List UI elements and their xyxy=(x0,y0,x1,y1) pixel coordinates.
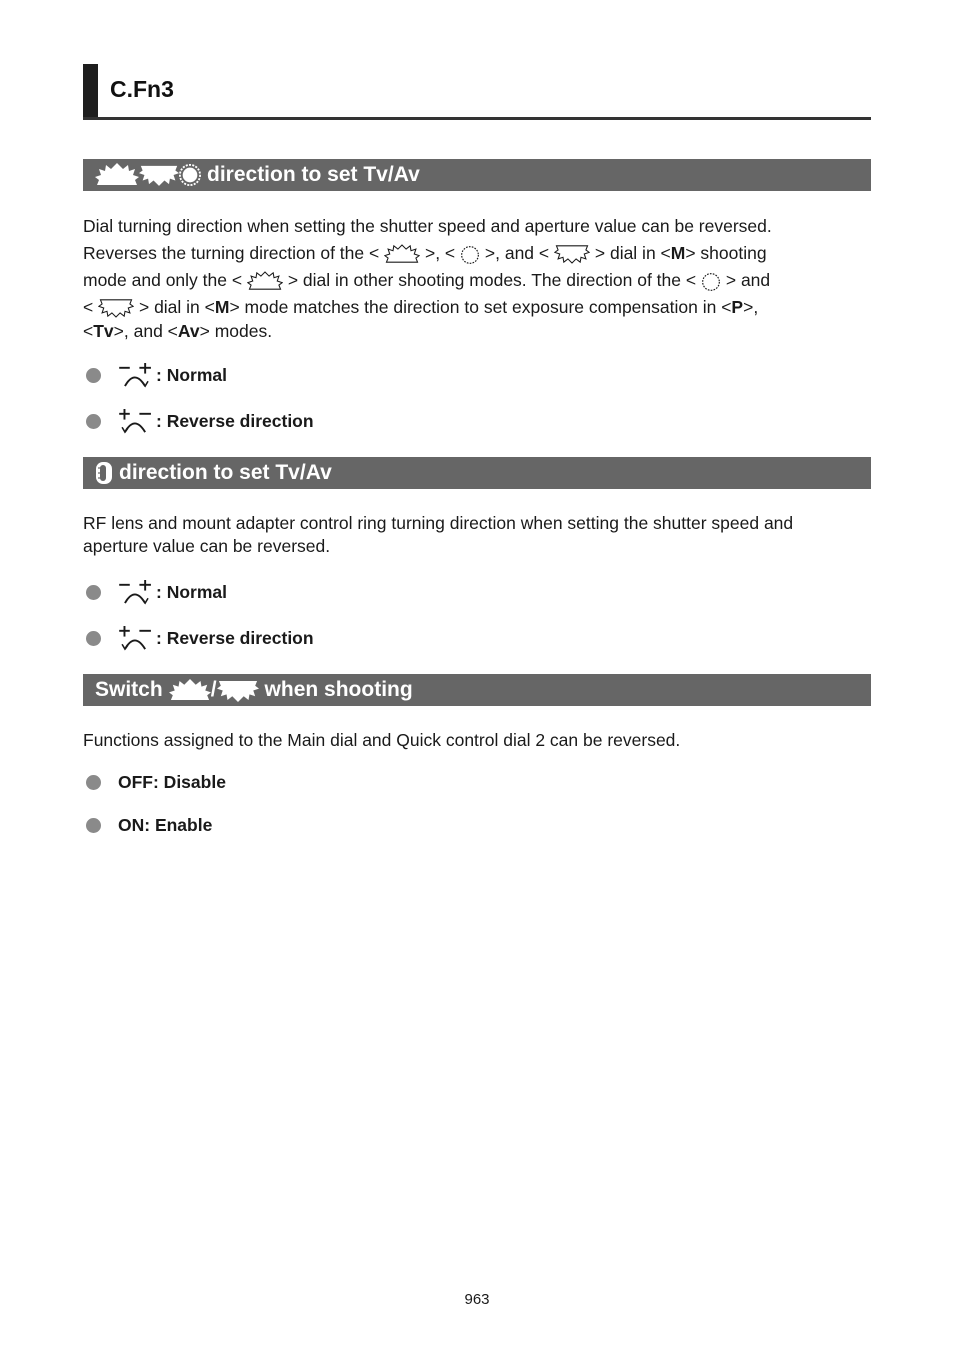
bullet-dot xyxy=(86,585,101,600)
section-heading-suffix: when shooting xyxy=(264,678,413,701)
page-title xyxy=(83,64,871,120)
option-label: : Reverse direction xyxy=(156,627,314,648)
list-item xyxy=(86,813,212,837)
description-line: < > dial in <M> mode matches the direction to set exposure compensation in <P>, xyxy=(83,297,759,317)
bullet-dot xyxy=(86,414,101,429)
section-description xyxy=(83,213,883,341)
description-line: Dial turning direction when setting the shutter speed and aperture value can be reversed. xyxy=(83,216,772,236)
list-item xyxy=(86,409,314,433)
page-title-text: C.Fn3 xyxy=(110,76,174,102)
list-item xyxy=(86,580,227,604)
bullet-dot xyxy=(86,775,101,790)
quick-control-dial-icon xyxy=(701,272,721,292)
option-label: : Reverse direction xyxy=(156,410,314,431)
section-description xyxy=(83,729,883,752)
normal-direction-icon xyxy=(118,363,155,388)
reverse-direction-icon xyxy=(118,626,155,651)
section-heading-text: direction to set Tv/Av xyxy=(207,163,420,186)
normal-direction-icon xyxy=(118,580,155,605)
page-number: 963 xyxy=(464,1291,490,1308)
reverse-direction-icon xyxy=(118,409,155,434)
quick-control-dial-2-icon xyxy=(98,297,134,319)
main-dial-icon xyxy=(247,270,283,292)
bullet-dot xyxy=(86,631,101,646)
section-heading-separator: / xyxy=(210,678,217,701)
quick-control-dial-icon xyxy=(179,164,201,186)
description-line: Functions assigned to the Main dial and Quick control dial 2 can be reversed. xyxy=(83,730,681,750)
option-label: OFF: Disable xyxy=(118,771,226,792)
description-line: <Tv>, and <Av> modes. xyxy=(83,321,273,341)
main-dial-icon xyxy=(95,163,139,187)
title-accent-bar xyxy=(83,64,98,117)
section-heading-ring-direction xyxy=(83,457,871,489)
quick-control-dial-2-icon xyxy=(139,163,179,187)
option-label: : Normal xyxy=(156,581,227,602)
option-label: : Normal xyxy=(156,364,227,385)
section-description xyxy=(83,512,883,558)
description-line: aperture value can be reversed. xyxy=(83,536,331,556)
section-heading-text: direction to set Tv/Av xyxy=(119,461,332,484)
section-heading-prefix: Switch xyxy=(95,678,163,701)
section-heading-dial-direction xyxy=(83,159,871,191)
main-dial-icon xyxy=(384,243,420,265)
list-item xyxy=(86,626,314,650)
option-label: ON: Enable xyxy=(118,814,213,835)
main-dial-icon xyxy=(169,679,211,702)
section-heading-switch-dials xyxy=(83,674,871,706)
description-line: Reverses the turning direction of the < >, < >, and < > dial in <M> shooting xyxy=(83,243,767,263)
list-item xyxy=(86,363,227,387)
list-item xyxy=(86,770,226,794)
bullet-dot xyxy=(86,368,101,383)
quick-control-dial-icon xyxy=(460,245,480,265)
quick-control-dial-2-icon xyxy=(217,679,259,702)
description-line: mode and only the < > dial in other shooting modes. The direction of the < > and xyxy=(83,270,771,290)
quick-control-dial-2-icon xyxy=(554,243,590,265)
bullet-dot xyxy=(86,818,101,833)
control-ring-icon xyxy=(95,461,113,485)
description-line: RF lens and mount adapter control ring turning direction when setting the shutter speed and xyxy=(83,513,794,533)
